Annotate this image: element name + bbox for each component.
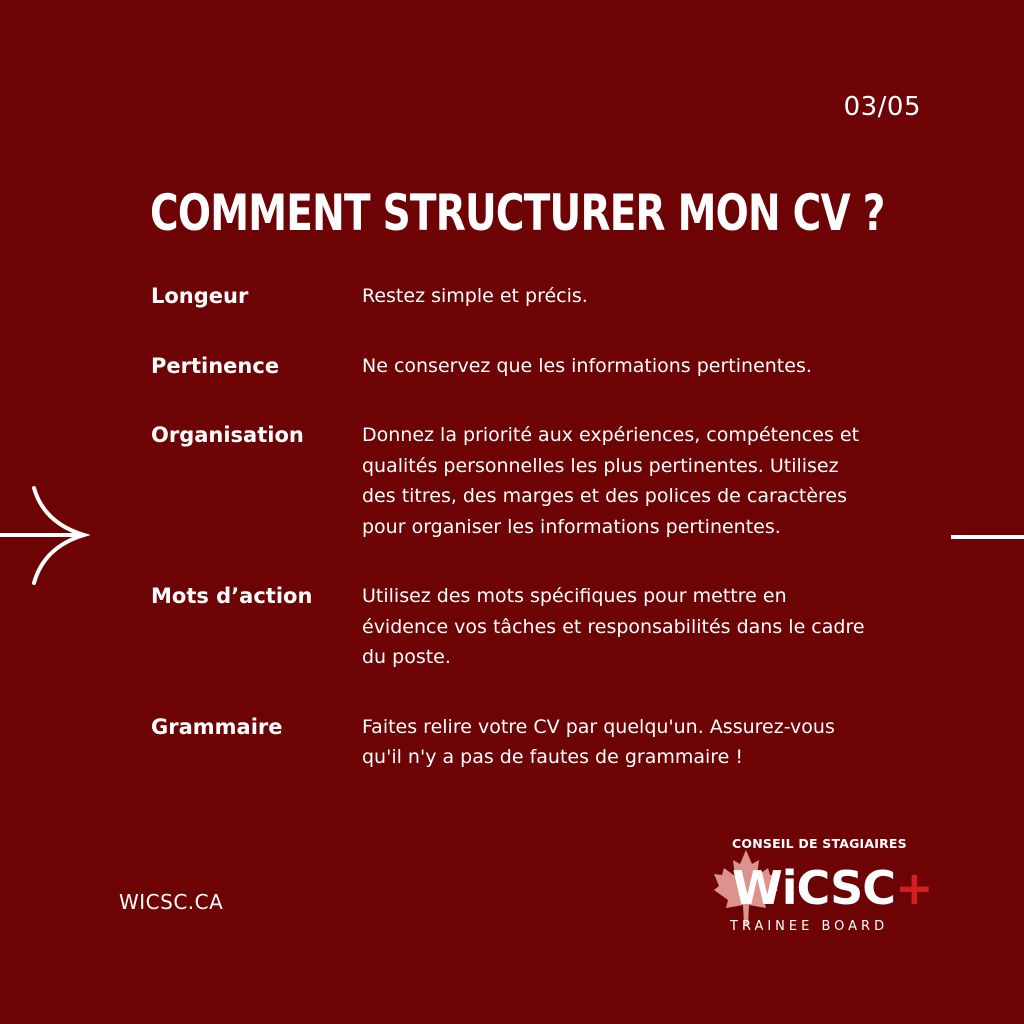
tip-description: Donnez la priorité aux expériences, compétences et qualités personnelles les plus pertinentes. Utilisez des titres, des marges et des polices de caractères pour organiser les informations pertinentes. [362, 424, 860, 538]
tips-list [151, 281, 881, 773]
wicsc-logo [712, 836, 932, 942]
tip-row-mots-action [151, 581, 881, 673]
logo-top-text: CONSEIL DE STAGIAIRES [732, 836, 907, 851]
logo-name: WiCSC [732, 861, 896, 915]
tip-row-pertinence [151, 351, 881, 382]
horizontal-line [951, 535, 1024, 539]
tip-row-longeur [151, 281, 881, 312]
logo-bottom-text: TRAINEE BOARD [730, 919, 889, 934]
tip-term: Organisation [151, 423, 304, 447]
tip-term: Grammaire [151, 714, 283, 739]
logo-plus: + [895, 861, 933, 915]
tip-description: Restez simple et précis. [362, 285, 588, 307]
tip-row-organisation [151, 420, 881, 542]
tip-term: Mots d’action [151, 584, 313, 608]
page-number: 03/05 [843, 92, 921, 122]
tip-term: Longeur [151, 284, 249, 308]
tip-term: Pertinence [151, 353, 280, 378]
tip-description: Utilisez des mots spécifiques pour mettre en évidence vos tâches et responsabilités dans le cadre du poste. [362, 585, 865, 668]
website-link[interactable]: WICSC.CA [119, 890, 224, 914]
arrow-right-icon[interactable] [0, 485, 90, 591]
tip-description: Ne conservez que les informations pertinentes. [362, 354, 812, 377]
page-title: COMMENT STRUCTURER MON CV ? [150, 184, 885, 242]
tip-description: Faites relire votre CV par quelqu'un. Assurez-vous qu'il n'y a pas de fautes de grammaire ! [362, 715, 835, 768]
tip-row-grammaire [151, 712, 881, 773]
logo-wordmark [732, 858, 933, 918]
